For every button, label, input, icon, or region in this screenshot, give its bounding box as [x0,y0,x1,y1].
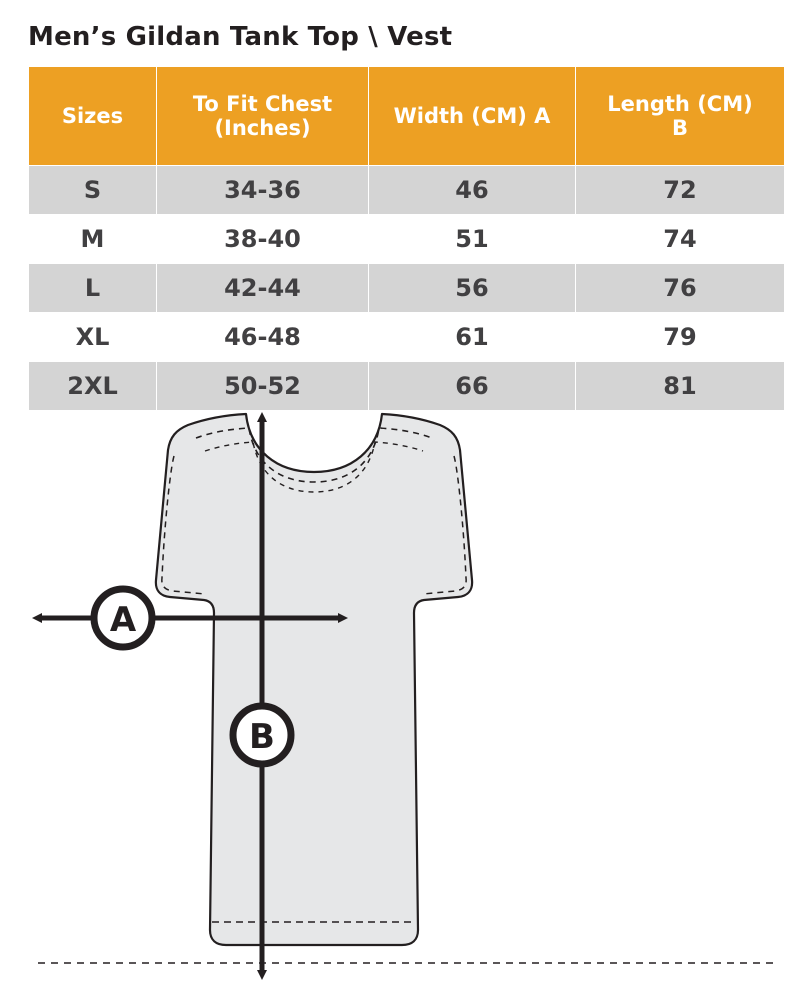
cell-width: 56 [369,264,576,313]
cell-size: 2XL [29,362,157,411]
table-row [29,215,785,264]
column-header-width [369,67,576,166]
cell-size: S [29,166,157,215]
cell-length: 74 [576,215,785,264]
cell-size: M [29,215,157,264]
tank-top-outline [156,414,472,945]
size-table [28,66,785,411]
cell-length: 79 [576,313,785,362]
table-header [29,67,785,166]
column-header-width-label: Width (CM) A [393,103,551,128]
table-row [29,166,785,215]
column-header-length-line2: B [671,116,688,140]
garment-diagram [0,410,812,1000]
cell-chest: 42-44 [157,264,369,313]
cell-width: 51 [369,215,576,264]
table-row [29,313,785,362]
cell-chest: 46-48 [157,313,369,362]
column-header-length-line1: Length (CM) [607,91,753,116]
column-header-sizes-label: Sizes [61,103,124,128]
page-title: Men’s Gildan Tank Top \ Vest [28,22,453,52]
cell-width: 46 [369,166,576,215]
table-body [29,166,785,411]
column-header-length [576,67,785,166]
marker-b-label: B [249,717,275,757]
marker-b-badge [233,706,291,764]
column-header-chest-line1: To Fit Chest [192,91,333,116]
column-header-sizes [29,67,157,166]
cell-width: 66 [369,362,576,411]
table-row [29,264,785,313]
cell-chest: 38-40 [157,215,369,264]
column-header-chest-line2: (Inches) [214,116,311,140]
table-row [29,362,785,411]
cell-chest: 34-36 [157,166,369,215]
cell-size: L [29,264,157,313]
cell-length: 76 [576,264,785,313]
cell-width: 61 [369,313,576,362]
cell-length: 72 [576,166,785,215]
marker-a-label: A [109,600,137,640]
column-header-chest [157,67,369,166]
cell-length: 81 [576,362,785,411]
table-header-row [29,67,785,166]
cell-chest: 50-52 [157,362,369,411]
marker-a-badge [94,589,152,647]
cell-size: XL [29,313,157,362]
